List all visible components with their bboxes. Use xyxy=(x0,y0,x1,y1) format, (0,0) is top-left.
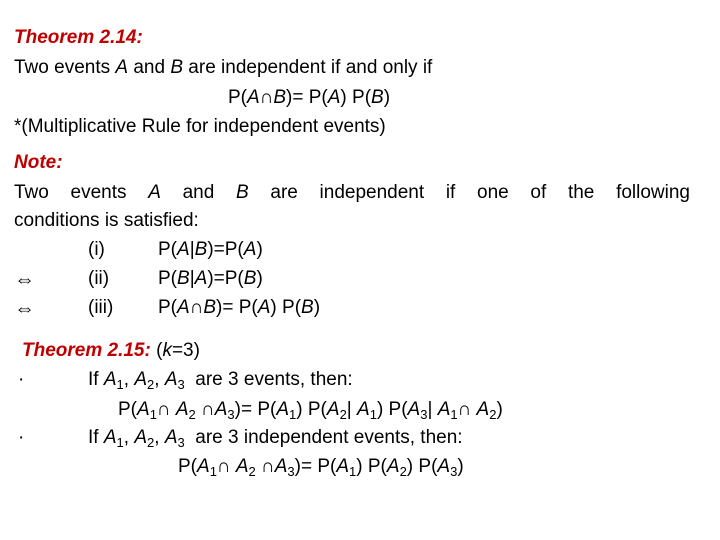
condition-expr-ii: P(B|A)=P(B) xyxy=(158,268,263,289)
note-text-line1: Two events A and B are independent if one of the following xyxy=(14,182,690,203)
theorem-2-15-item1: If $A_1$, $A_2$, $A_3$ are 3 events, then: xyxy=(88,369,353,392)
equivalence-icon: ⇔ xyxy=(14,268,35,291)
condition-expr-i: P(A|B)=P(A) xyxy=(158,239,263,260)
condition-label-i: (i) xyxy=(88,239,105,260)
theorem-2-15-title: Theorem 2.15: xyxy=(22,340,151,361)
condition-label-ii: (ii) xyxy=(88,268,110,289)
note-title: Note: xyxy=(14,152,63,173)
condition-label-iii: (iii) xyxy=(88,297,114,318)
theorem-2-15-item2: If $A_1$, $A_2$, $A_3$ are 3 independent events, then: xyxy=(88,427,463,450)
theorem-2-15-formula2: $P(A_1\cap$ $A_2$ $\cap A_3)= P(A_1)$ $P(A_2)$ $P(A_3)$ xyxy=(178,456,464,479)
equivalence-icon: ⇔ xyxy=(14,297,35,320)
bullet: · xyxy=(18,427,25,448)
note-text-line2: conditions is satisfied: xyxy=(14,210,199,231)
theorem-2-14-formula: P(A∩B)= P(A) P(B) xyxy=(228,87,391,108)
theorem-2-14-title: Theorem 2.14: xyxy=(14,27,143,48)
theorem-2-15-formula1: $P(A_1\cap$ $A_2$ $\cap A_3)= P(A_1)$ $P(A_2|$ $A_1$) $P(A_3|$ $A_1\cap$ $A_2$) xyxy=(118,399,503,422)
multiplicative-rule-note: *(Multiplicative Rule for independent events) xyxy=(14,116,386,137)
theorem-2-15-k: (k=3) xyxy=(156,340,200,361)
bullet: · xyxy=(18,369,25,390)
theorem-2-15-heading xyxy=(22,341,200,360)
condition-expr-iii: P(A∩B)= P(A) P(B) xyxy=(158,297,321,318)
theorem-2-14-statement: Two events A and B are independent if and only if xyxy=(14,57,433,78)
